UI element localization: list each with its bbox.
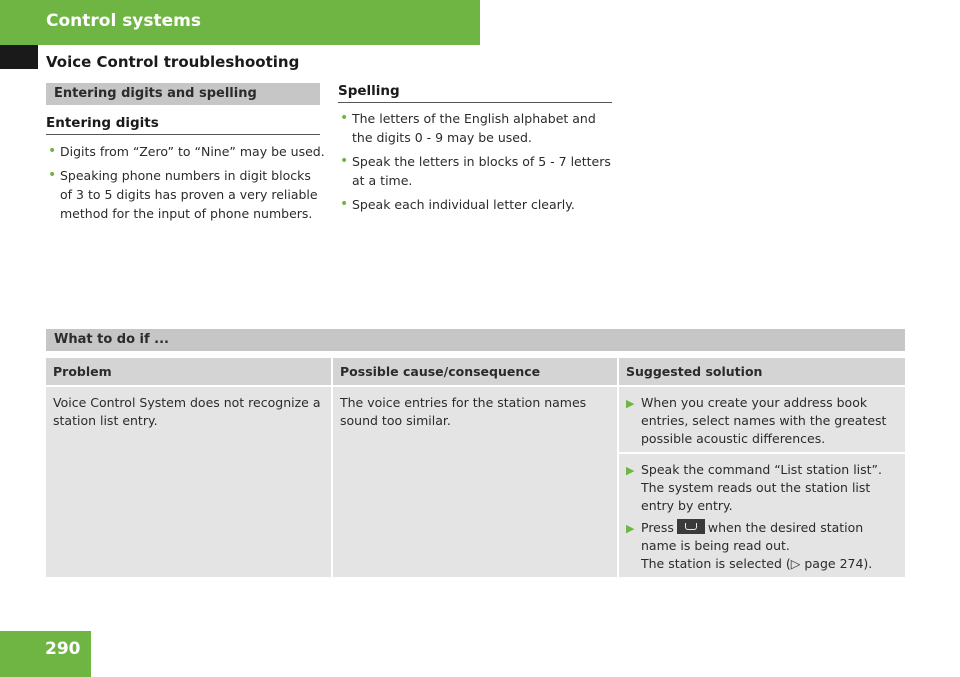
list-item: • The letters of the English alphabet and the digits 0 - 9 may be used. xyxy=(340,110,596,145)
bullet-icon: • xyxy=(340,153,349,169)
solution-header: Suggested solution xyxy=(619,358,905,385)
problem-column xyxy=(46,358,331,577)
list-item: • Digits from “Zero” to “Nine” may be used. xyxy=(48,143,325,159)
step-arrow-icon: ▶ xyxy=(626,397,635,410)
page-number: 290 xyxy=(45,639,81,659)
solution-step: ▶ Speak the command “List station list”. The system reads out the station list entry by entry. xyxy=(626,462,882,513)
cause-header: Possible cause/consequence xyxy=(333,358,617,385)
page-marker-tab xyxy=(0,45,38,69)
bullet-icon: • xyxy=(340,110,349,126)
solution-step: ▶ When you create your address book entries, select names with the greatest possible acoustic differences. xyxy=(626,395,887,446)
spelling-heading: Spelling xyxy=(338,83,612,103)
solution-cell-1 xyxy=(619,387,905,452)
problem-cell: Voice Control System does not recognize a station list entry. xyxy=(46,387,331,577)
entering-digits-heading: Entering digits xyxy=(46,115,320,135)
solution-cell-2 xyxy=(619,454,905,577)
cause-cell: The voice entries for the station names sound too similar. xyxy=(333,387,617,577)
solution-column xyxy=(619,358,905,577)
problem-header: Problem xyxy=(46,358,331,385)
step-arrow-icon: ▶ xyxy=(626,522,635,535)
bullet-icon: • xyxy=(340,196,349,212)
list-item: • Speak each individual letter clearly. xyxy=(340,196,575,212)
digits-spelling-banner: Entering digits and spelling xyxy=(46,83,320,105)
troubleshooting-table xyxy=(46,358,905,577)
list-item: • Speak the letters in blocks of 5 - 7 letters at a time. xyxy=(340,153,611,188)
list-item: • Speaking phone numbers in digit blocks of 3 to 5 digits has proven a very reliable method for the input of phone numbers. xyxy=(48,167,318,221)
page-title: Voice Control troubleshooting xyxy=(46,53,300,71)
spelling-list xyxy=(338,109,618,219)
bullet-icon: • xyxy=(48,167,57,183)
phone-hangup-key-icon xyxy=(677,519,705,534)
entering-digits-list xyxy=(46,142,326,228)
bullet-icon: • xyxy=(48,143,57,159)
step-arrow-icon: ▶ xyxy=(626,464,635,477)
cause-column xyxy=(333,358,617,577)
solution-step: ▶ Press when the desired station name is being read out. The station is selected (▷ page 274). xyxy=(626,520,873,571)
section-title: Control systems xyxy=(46,11,202,31)
what-to-do-banner: What to do if ... xyxy=(46,329,905,351)
